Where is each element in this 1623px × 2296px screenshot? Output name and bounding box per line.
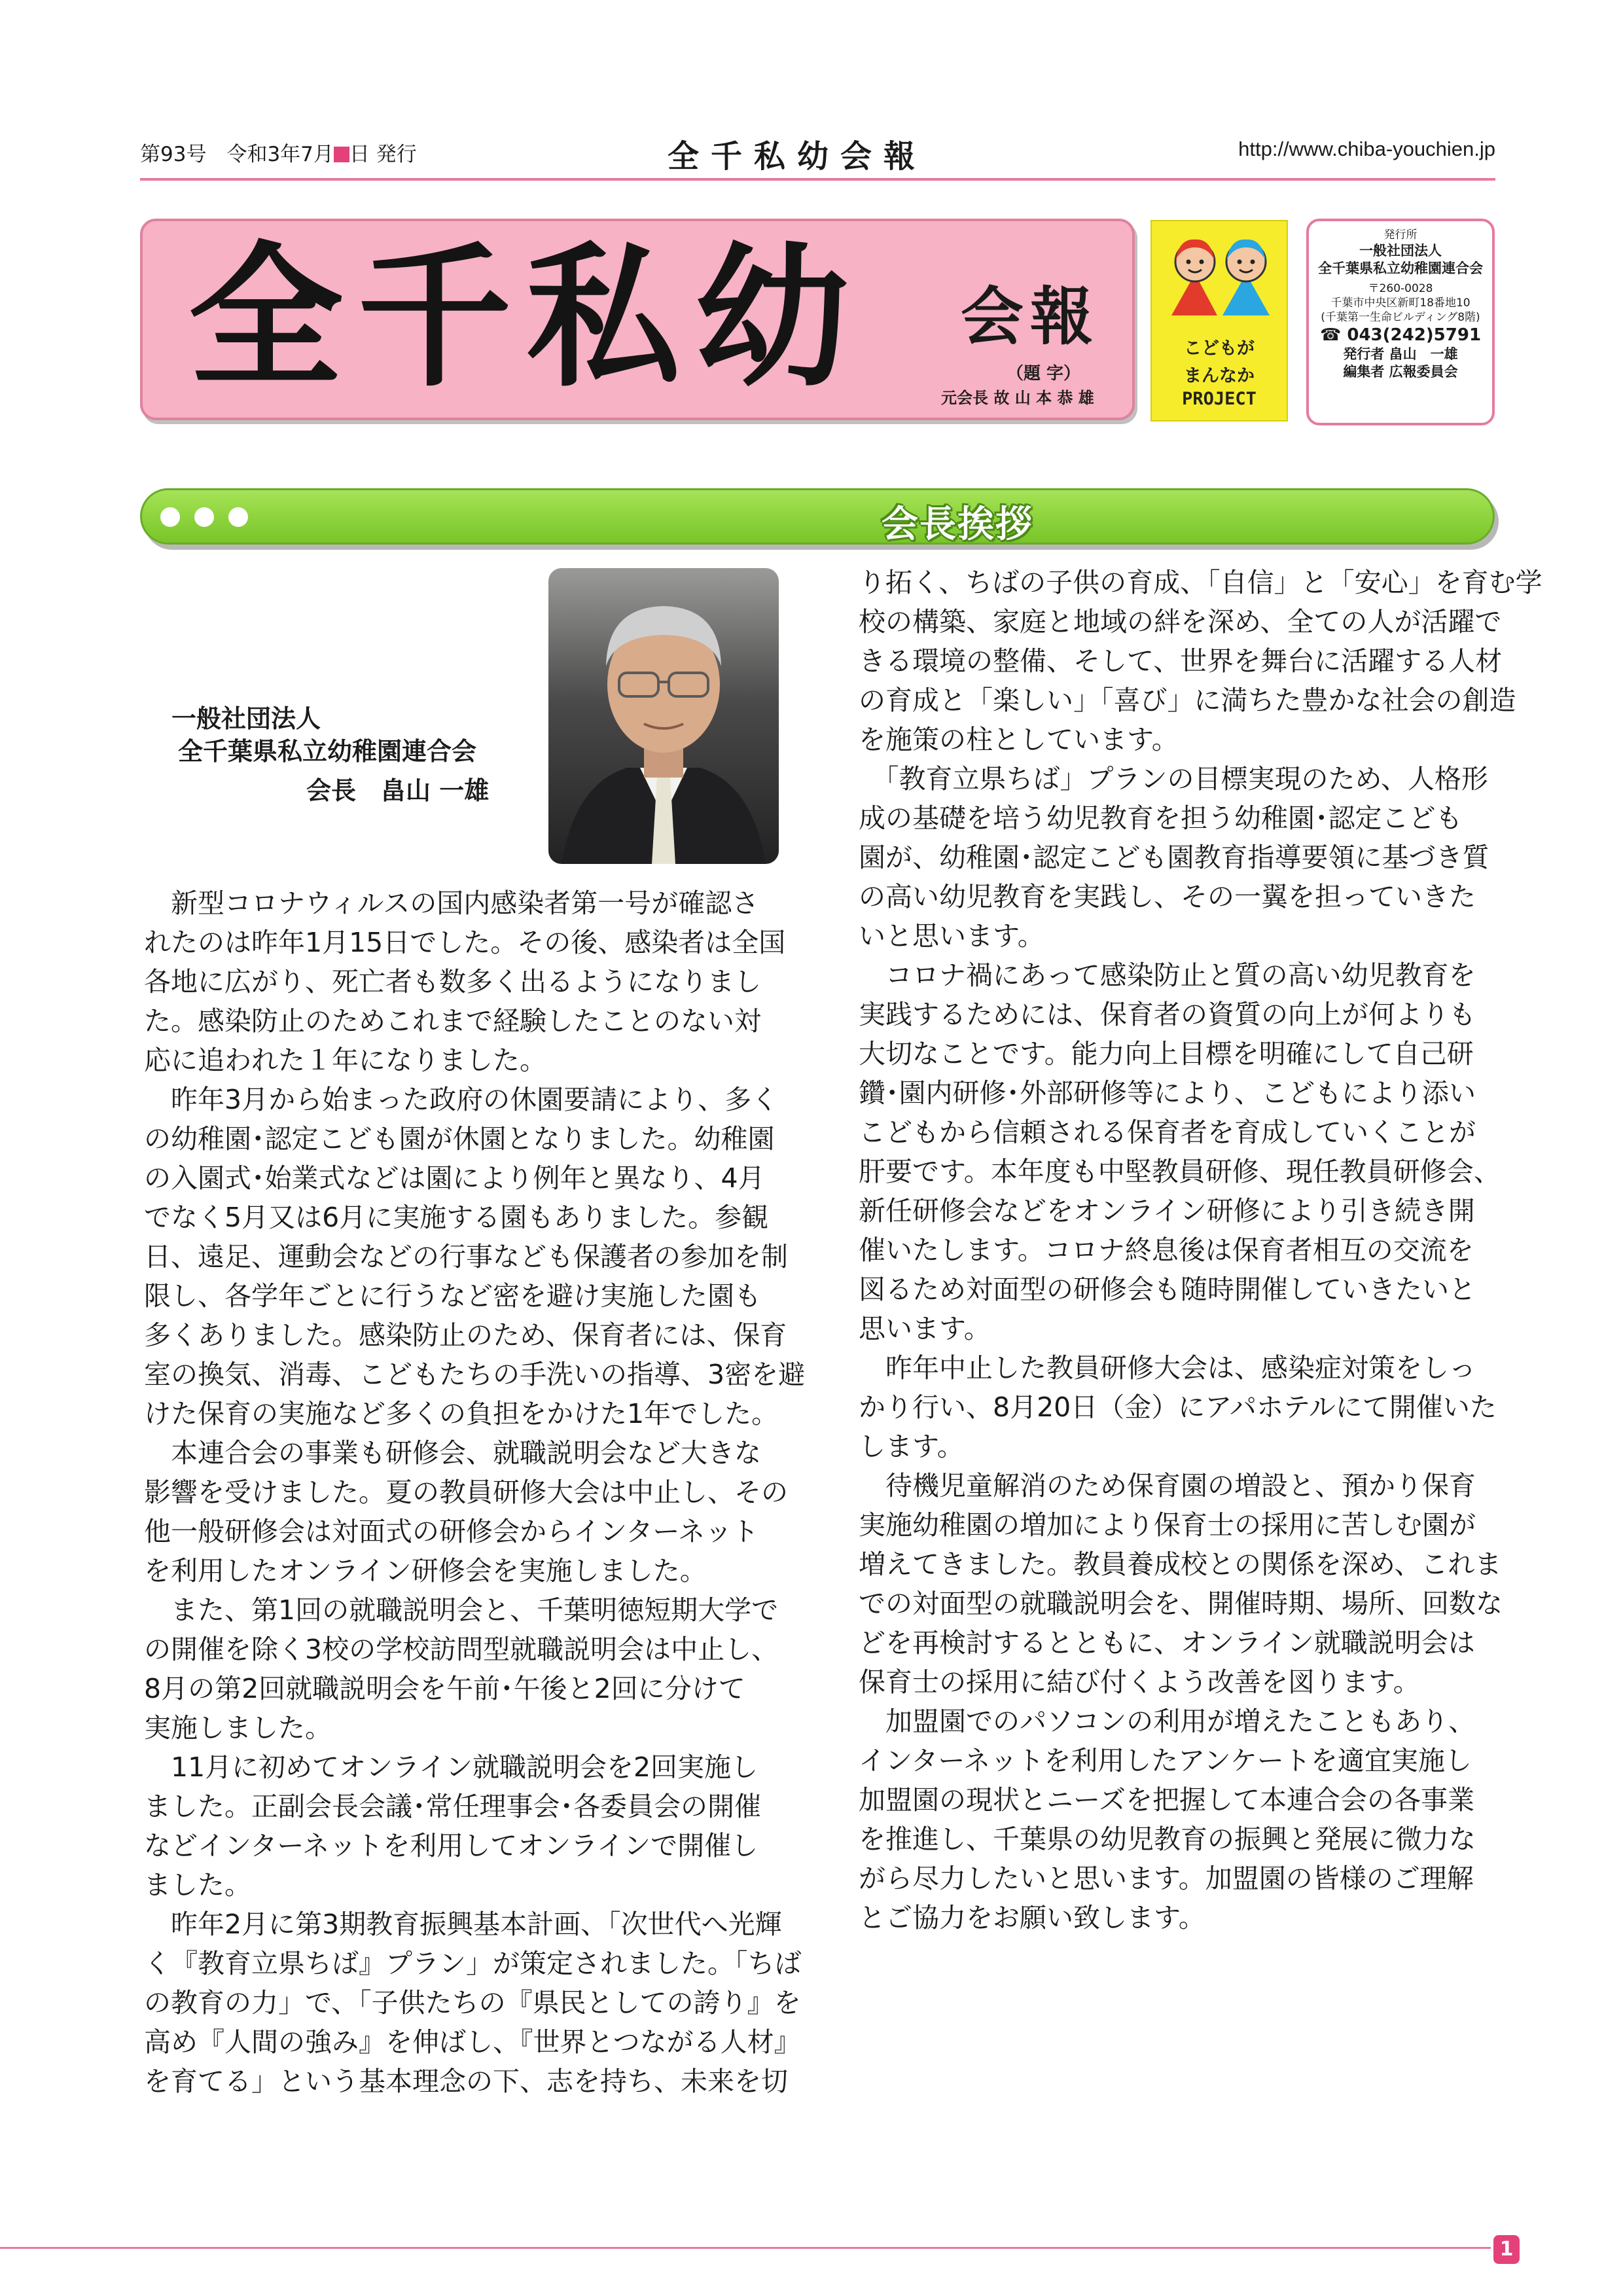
- paragraph-line: を施策の柱としています。: [859, 724, 1179, 755]
- date-prefix: 令和3年7月: [226, 143, 334, 166]
- section-bar: [140, 488, 1495, 545]
- paragraph-line: でなく5月又は6月に実施する園もありました。参観: [144, 1202, 769, 1233]
- paragraph-line: 実施幼稚園の増加により保育士の採用に苦しむ園が: [859, 1509, 1476, 1541]
- paragraph-line: の育成と「楽しい」「喜び」に満ちた豊かな社会の創造: [859, 685, 1516, 716]
- header-divider: [140, 178, 1495, 181]
- paragraph-line: 待機児童解消のため保育園の増設と、預かり保育: [859, 1470, 1476, 1501]
- footer-divider: [0, 2247, 1491, 2249]
- publisher-box: [1306, 219, 1495, 425]
- portrait-image: [548, 568, 779, 864]
- paragraph-line: かり行い、8月20日（金）にアパホテルにて開催いた: [859, 1391, 1497, 1423]
- paragraph-line: の入園式･始業式などは園により例年と異なり、4月: [144, 1162, 765, 1194]
- paragraph-line: 加盟園の現状とニーズを把握して本連合会の各事業: [859, 1784, 1474, 1816]
- masthead-credit: 元会長 故 山 本 恭 雄: [941, 389, 1094, 407]
- paragraph-line: た。感染防止のためこれまで経験したことのない対: [144, 1005, 761, 1037]
- logo-line1: こどもが: [1184, 338, 1255, 359]
- publisher-publisher: 発行者 畠山 一雄: [1343, 346, 1458, 362]
- paragraph-line: また、第1回の就職説明会と、千葉明徳短期大学で: [144, 1594, 779, 1626]
- paragraph-line: の教育の力」で、「子供たちの『県民としての誇り』を: [144, 1987, 801, 2018]
- publisher-postal: 〒260-0028: [1368, 282, 1433, 295]
- paragraph-line: 鑽･園内研修･外部研修等により、こどもにより添い: [859, 1077, 1476, 1109]
- paragraph-line: 大切なことです。能力向上目標を明確にして自己研: [859, 1038, 1474, 1069]
- children-icon: [1166, 228, 1275, 319]
- paragraph-line: インターネットを利用したアンケートを適宜実施し: [859, 1745, 1472, 1776]
- paragraph-line: 高め『人間の強み』を伸ばし、『世界とつながる人材』: [144, 2026, 801, 2058]
- paragraph-line: ました。: [144, 1869, 251, 1901]
- paragraph-line: けた保育の実施など多くの負担をかけた1年でした。: [144, 1398, 779, 1429]
- paragraph-line: とご協力をお願い致します。: [859, 1902, 1205, 1933]
- paragraph-line: がら尽力したいと思います。加盟園の皆様のご理解: [859, 1863, 1474, 1894]
- paragraph-line: を育てる」という基本理念の下、志を持ち、未来を切: [144, 2066, 788, 2097]
- paragraph-line: 新任研修会などをオンライン研修により引き続き開: [859, 1195, 1475, 1227]
- paragraph-line: 増えてきました。教員養成校との関係を深め、これま: [859, 1549, 1502, 1580]
- paragraph-line: 実践するためには、保育者の資質の向上が何よりも: [859, 999, 1476, 1030]
- paragraph-line: 新型コロナウィルスの国内感染者第一号が確認さ: [144, 888, 759, 919]
- paragraph-line: 思います。: [859, 1313, 991, 1344]
- paragraph-line: 8月の第2回就職説明会を午前･午後と2回に分けて: [144, 1673, 745, 1704]
- paragraph-line: を推進し、千葉県の幼児教育の振興と発展に微力な: [859, 1823, 1476, 1855]
- publisher-address1: 千葉市中央区新町18番地10: [1330, 296, 1471, 310]
- paragraph-line: の高い幼児教育を実践し、その一翼を担っていきた: [859, 881, 1476, 912]
- masthead-subtitle: 会報: [961, 280, 1099, 353]
- issue-number: 第93号: [140, 143, 207, 166]
- kodomo-mannaka-logo: [1150, 220, 1288, 422]
- paragraph-line: の開催を除く3校の学校訪問型就職説明会は中止し、: [144, 1634, 779, 1665]
- issue-date: [140, 137, 417, 167]
- date-suffix: 日 発行: [349, 143, 417, 166]
- paragraph-line: 「教育立県ちば」プランの目標実現のため、人格形: [859, 763, 1488, 795]
- article-column-right: [859, 563, 1543, 1937]
- paragraph-line: 催いたします。コロナ終息後は保育者相互の交流を: [859, 1234, 1474, 1266]
- paragraph-line: 他一般研修会は対面式の研修会からインターネット: [144, 1516, 759, 1547]
- paragraph-line: こどもから信頼される保育者を育成していくことが: [859, 1117, 1476, 1148]
- paragraph-line: 影響を受けました。夏の教員研修大会は中止し、その: [144, 1477, 788, 1508]
- paragraph-line: での対面型の就職説明会を、開催時期、場所、回数な: [859, 1588, 1503, 1619]
- publisher-editor: 編集者 広報委員会: [1343, 364, 1458, 380]
- paragraph-line: などインターネットを利用してオンラインで開催し: [144, 1830, 758, 1861]
- dot-icon: [160, 507, 180, 527]
- paragraph-line: いと思います。: [859, 920, 1044, 952]
- logo-line2: まんなか: [1184, 366, 1255, 386]
- header-title: 全千私幼会報: [668, 138, 927, 175]
- article-column-left: [144, 884, 805, 2101]
- paragraph-line: きる環境の整備、そして、世界を舞台に活躍する人材: [859, 645, 1503, 677]
- paragraph-line: 昨年2月に第3期教育振興基本計画、「次世代へ光輝: [144, 1909, 782, 1940]
- paragraph-line: の幼稚園･認定こども園が休園となりました。幼稚園: [144, 1123, 775, 1155]
- president-photo: [548, 568, 779, 864]
- publisher-tel: ☎ 043(242)5791: [1319, 325, 1482, 345]
- paragraph-line: 肝要です。本年度も中堅教員研修、現任教員研修会、: [859, 1156, 1501, 1187]
- paragraph-line: く『教育立県ちば』プラン」が策定されました。「ちば: [144, 1948, 802, 1979]
- author-org2: 全千葉県私立幼稚園連合会: [178, 737, 477, 766]
- paragraph-line: 昨年3月から始まった政府の休園要請により、多く: [144, 1084, 779, 1115]
- paragraph-line: コロナ禍にあって感染防止と質の高い幼児教育を: [859, 960, 1476, 991]
- paragraph-line: 限し、各学年ごとに行うなど密を避け実施した園も: [144, 1280, 761, 1312]
- paragraph-line: 室の換気、消毒、こどもたちの手洗いの指導、3密を避: [144, 1359, 806, 1390]
- paragraph-line: ました。正副会長会議･常任理事会･各委員会の開催: [144, 1791, 761, 1822]
- paragraph-line: り拓く、ちばの子供の育成、「自信」と「安心」を育む学: [859, 567, 1543, 598]
- paragraph-line: を利用したオンライン研修会を実施しました。: [144, 1555, 707, 1587]
- author-name: 会長 畠山 一雄: [306, 776, 490, 805]
- publisher-address2: (千葉第一生命ビルディング8階): [1321, 311, 1480, 324]
- paragraph-line: 校の構築、家庭と地域の絆を深め、全ての人が活躍で: [859, 606, 1502, 637]
- paragraph-line: 昨年中止した教員研修大会は、感染症対策をしっ: [859, 1352, 1476, 1384]
- paragraph-line: どを再検討するとともに、オンライン就職説明会は: [859, 1627, 1475, 1659]
- masthead-daiji: （題 字）: [1007, 364, 1081, 384]
- logo-line3: PROJECT: [1182, 389, 1257, 409]
- masthead: [140, 219, 1135, 420]
- paragraph-line: 実施しました。: [144, 1712, 332, 1744]
- header-url[interactable]: http://www.chiba-youchien.jp: [1238, 137, 1495, 160]
- publisher-org2: 全千葉県私立幼稚園連合会: [1318, 260, 1483, 276]
- page-number: 1: [1493, 2235, 1520, 2264]
- masthead-title: 全千私幼: [188, 226, 865, 408]
- paragraph-line: 園が、幼稚園･認定こども園教育指導要領に基づき質: [859, 842, 1489, 873]
- paragraph-line: 11月に初めてオンライン就職説明会を2回実施し: [144, 1751, 758, 1783]
- pink-square-icon: [334, 147, 349, 162]
- author-org1: 一般社団法人: [171, 704, 321, 733]
- paragraph-line: 成の基礎を培う幼児教育を担う幼稚園･認定こども: [859, 802, 1463, 834]
- paragraph-line: 図るため対面型の研修会も随時開催していきたいと: [859, 1274, 1476, 1305]
- paragraph-line: れたのは昨年1月15日でした。その後、感染者は全国: [144, 927, 786, 958]
- paragraph-line: します。: [859, 1431, 964, 1462]
- publisher-org1: 一般社団法人: [1359, 243, 1442, 259]
- section-title: 会長挨拶: [882, 503, 1033, 546]
- dot-icon: [228, 507, 248, 527]
- paragraph-line: 日、遠足、運動会などの行事なども保護者の参加を制: [144, 1241, 788, 1272]
- paragraph-line: 保育士の採用に結び付くよう改善を図ります。: [859, 1666, 1420, 1698]
- publisher-label: 発行所: [1383, 228, 1418, 242]
- paragraph-line: 本連合会の事業も研修会、就職説明会など大きな: [144, 1437, 761, 1469]
- paragraph-line: 応に追われた１年になりました。: [144, 1045, 546, 1076]
- paragraph-line: 多くありました。感染防止のため、保育者には、保育: [144, 1319, 787, 1351]
- paragraph-line: 各地に広がり、死亡者も数多く出るようになりまし: [144, 966, 761, 997]
- dot-icon: [194, 507, 214, 527]
- paragraph-line: 加盟園でのパソコンの利用が増えたこともあり、: [859, 1706, 1476, 1737]
